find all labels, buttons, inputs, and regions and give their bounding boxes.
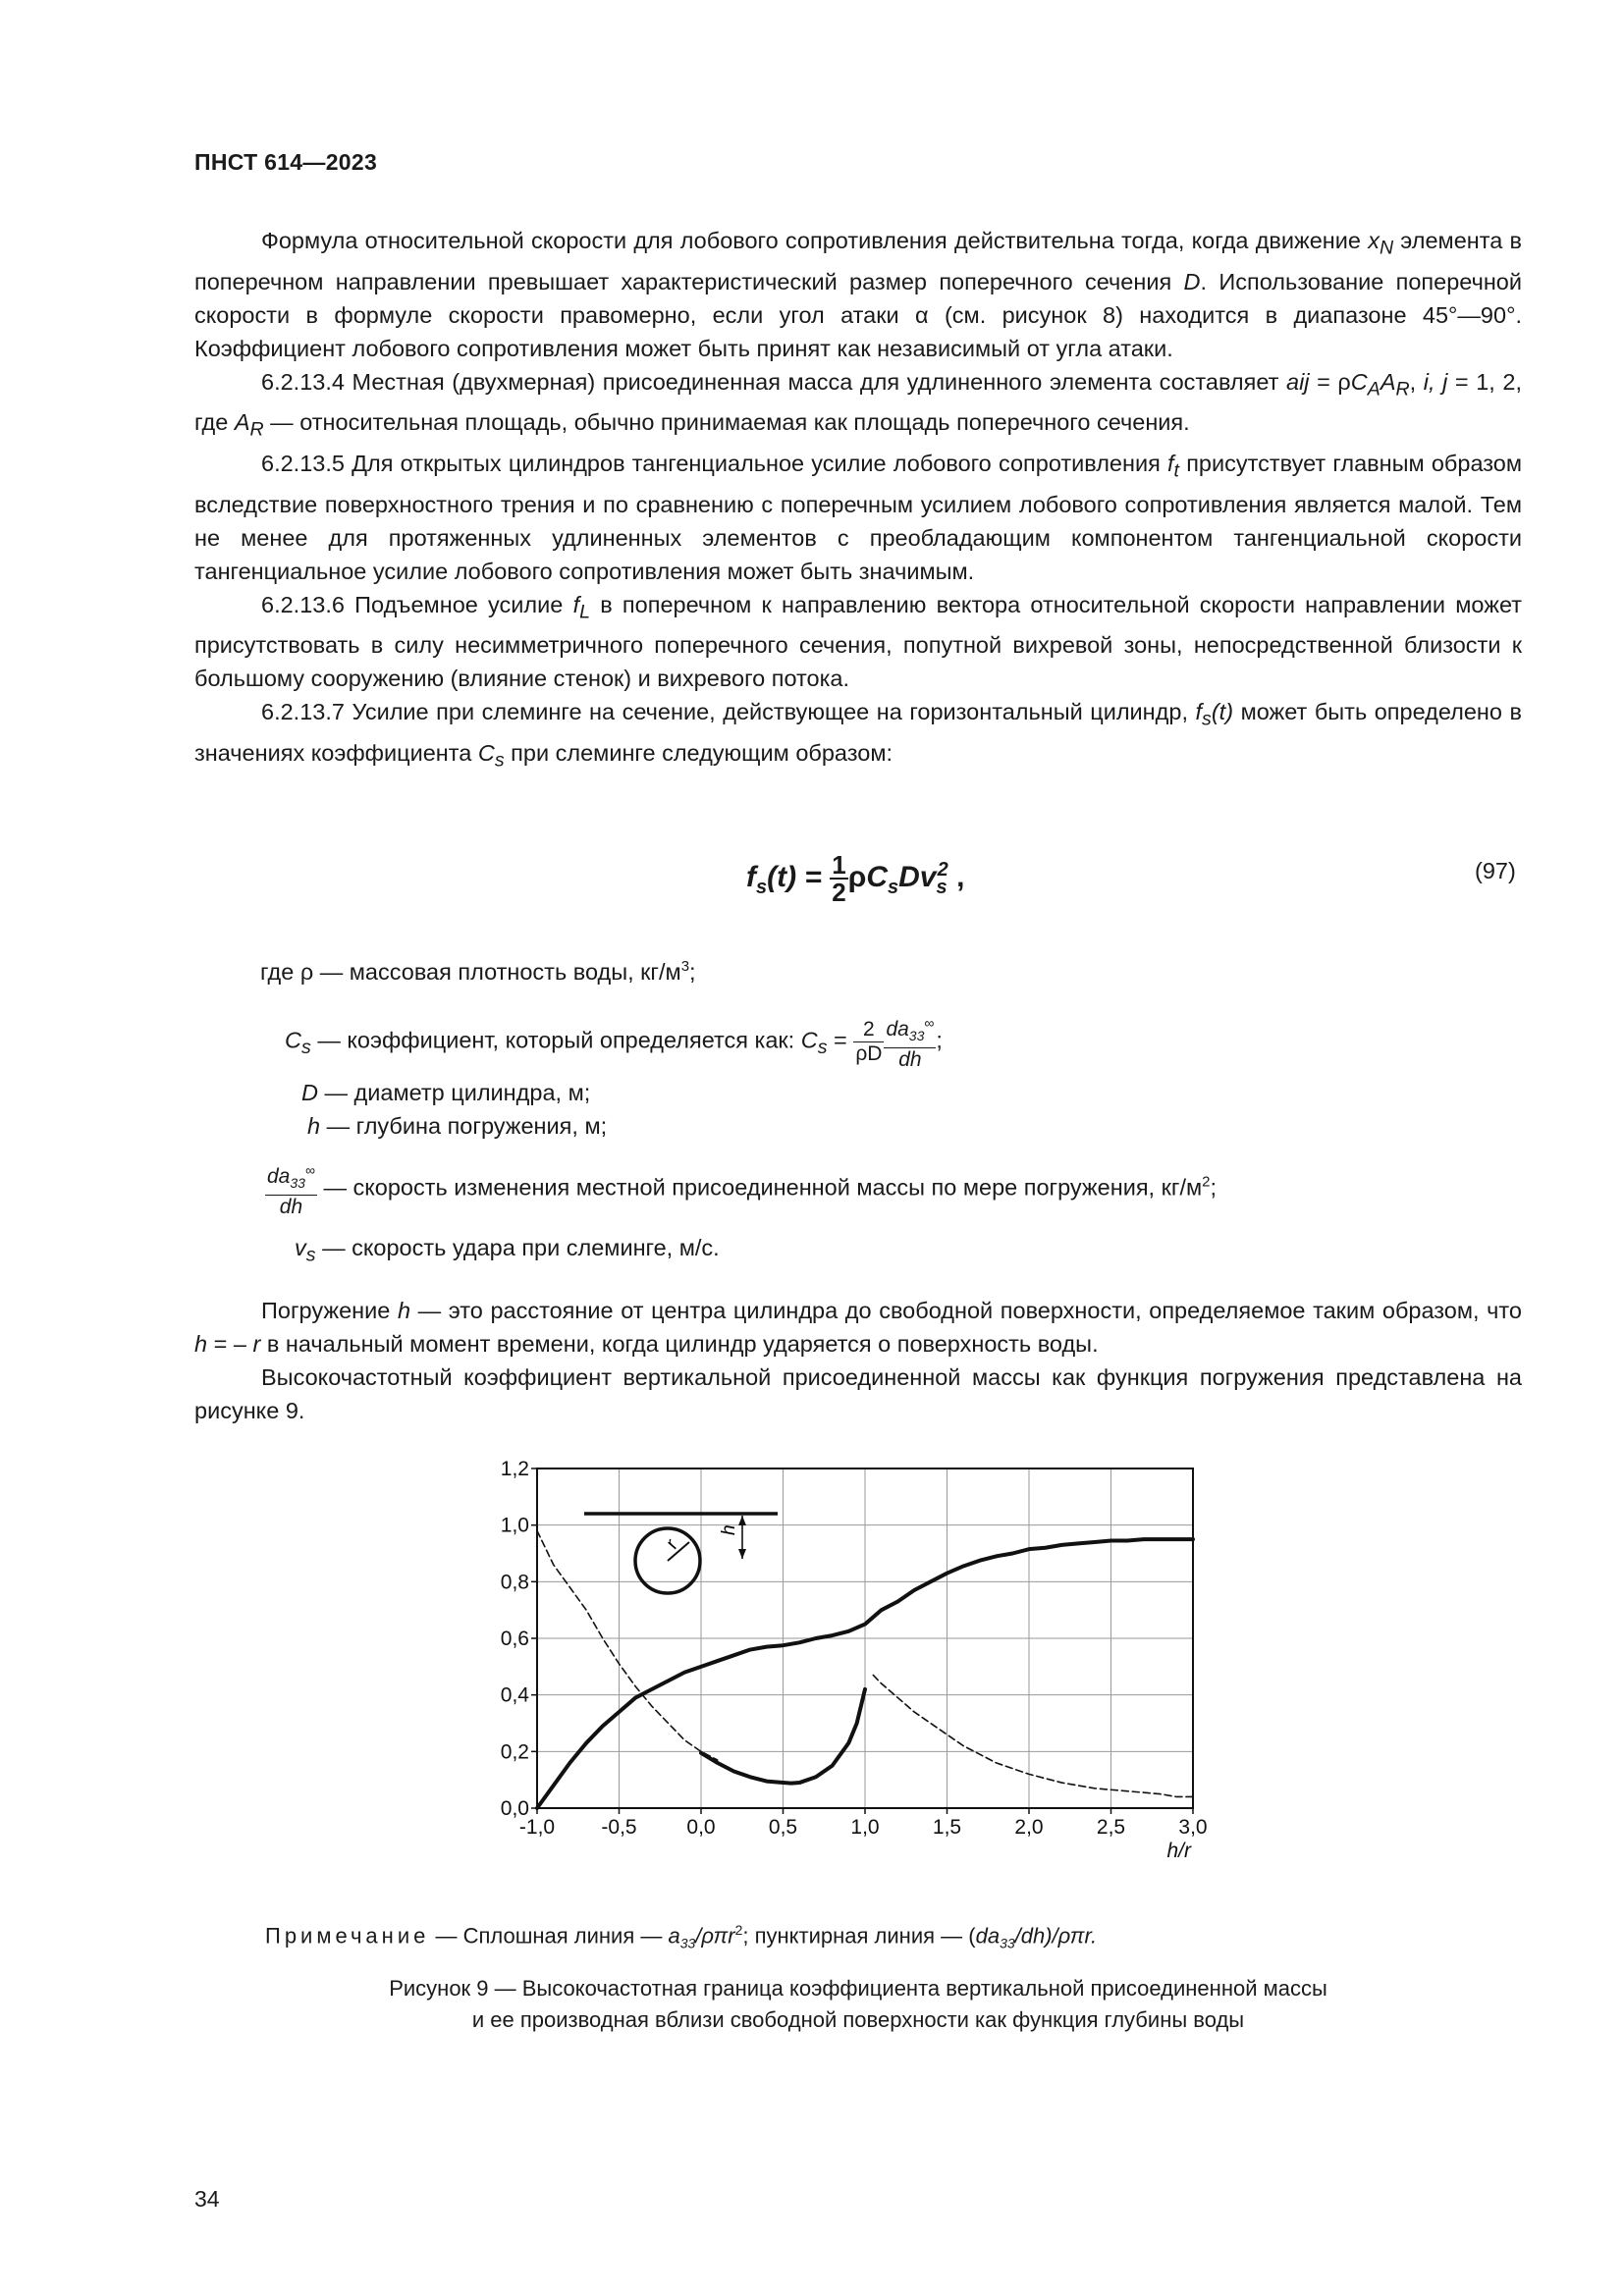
y-tick-label: 1,2 <box>500 1458 529 1480</box>
x-tick-label: 1,0 <box>850 1816 880 1839</box>
cs-fraction-1: $\frac{2}{\rho D}$ <box>855 1017 883 1065</box>
where-vs: $v_s$ — скорость удара при слеминге, м/с. <box>295 1235 720 1266</box>
da33-fraction: $\frac{da_{33}^\infty}{dh}$ <box>265 1158 317 1219</box>
paragraph-6-2-13-6: 6.2.13.6 Подъемное усилие $f_L$ в поперечном к направлению вектора относительной скорости направлении может присутствовать в силу несимметричного поперечного сечения, попутной вихревой зоны, непосредственной близости к большому сооружению (влияние стенок) и вихревого потока. <box>194 591 1522 692</box>
figure-note: Примечание — Сплошная линия — $a_{33}/\rho\pi r^2$; пунктирная линия — $(da_{33}/dh)$/ρπr. <box>265 1922 1098 1951</box>
y-tick-label: 0,4 <box>500 1683 529 1707</box>
formula-fraction: $\frac{1}{2}$ <box>832 850 846 907</box>
dashed-curve-3 <box>537 1530 718 1760</box>
y-tick-label: 0,8 <box>500 1571 529 1594</box>
paragraph-figure-ref: Высокочастотный коэффициент вертикальной присоединенной массы как функция погружения представлена на рисунке 9. <box>194 1364 1522 1423</box>
equation-number: (97) <box>1475 858 1516 883</box>
x-axis-label: h/r <box>1166 1840 1191 1862</box>
inset-r-label: r <box>661 1536 683 1553</box>
paragraph-6-2-13-4: 6.2.13.4 Местная (двухмерная) присоединенная масса для удлиненного элемента составляет aij = $\rho C_AA_R$, i, j = 1, 2, где $A_R$ — относительная площадь, обычно принимаемая как площадь поперечного сечения. <box>194 368 1523 442</box>
x-tick-label: 0,0 <box>686 1816 716 1839</box>
text-block-2 <box>194 1294 1522 1427</box>
x-tick-label: -1,0 <box>518 1816 556 1839</box>
x-tick-label: 3,0 <box>1178 1816 1208 1839</box>
figure-caption-line-1: Рисунок 9 — Высокочастотная граница коэффициента вертикальной присоединенной массы <box>389 1976 1327 2001</box>
y-tick-label: 0,6 <box>500 1628 529 1650</box>
paragraph-6-2-13-7: 6.2.13.7 Усилие при слеминге на сечение, действующее на горизонтальный цилиндр, $f_s(t)$ может быть определено в значениях коэффициента $C_s$ при слеминге следующим образом: <box>194 699 1522 772</box>
paragraph-1: Формула относительной скорости для лобового сопротивления действительна тогда, когда движение $x_N$ элемента в поперечном направлении превышает характеристический размер поперечного сечения D. Использование поперечной скорости в формуле скорости правомерно, если угол атаки α (см. рисунок 8) находится в диапазоне 45°—90°. Коэффициент лобового сопротивления может быть принят как независимый от угла атаки. <box>194 228 1523 361</box>
chart-tick-labels <box>501 1458 1208 1862</box>
figure-caption-line-2: и ее производная вблизи свободной поверхности как функция глубины воды <box>471 2007 1245 2032</box>
inset-arrow-head-down <box>738 1549 746 1559</box>
cs-fraction-2: $\frac{da_{33}^\infty}{dh}$ <box>884 1011 936 1072</box>
where-rho: где ρ — массовая плотность воды, $кг/м^3$; <box>260 958 696 985</box>
where-cs: $C_s$ — коэффициент, который определяется как: $C_s$ = $\frac{2}{\rho D}$ $\frac{da_{33}^\infty}{dh}$ ; <box>285 1011 1365 1072</box>
chart-axes <box>531 1468 1193 1814</box>
y-tick-label: 0,0 <box>500 1797 529 1820</box>
dashed-curve-4 <box>873 1675 1193 1796</box>
text-block-1 <box>194 224 1522 777</box>
formula-97: $f_s(t)$ = $\frac{1}{2}$ $\rho C_sDv_s^2$ , <box>746 850 965 907</box>
where-h: h — глубина погружения, м; <box>307 1113 608 1139</box>
inset-arrow-head-up <box>738 1516 746 1525</box>
x-tick-label: 1,5 <box>932 1816 962 1839</box>
where-da33: $\frac{da_{33}^\infty}{dh}$ — скорость изменения местной присоединенной массы по мере погружения, $кг/м^2$; <box>265 1158 1443 1219</box>
y-tick-label: 0,2 <box>500 1740 529 1764</box>
inset-h-label: h <box>719 1524 739 1535</box>
y-tick-label: 1,0 <box>500 1514 529 1537</box>
added-mass-chart <box>471 1453 1218 1885</box>
where-d: D — диаметр цилиндра, м; <box>301 1080 591 1105</box>
document-header: ПНСТ 614—2023 <box>194 149 378 175</box>
x-tick-label: 2,0 <box>1014 1816 1044 1839</box>
chart-grid <box>537 1468 1193 1808</box>
paragraph-immersion: Погружение h — это расстояние от центра цилиндра до свободной поверхности, определяемое таким образом, что h = – r в начальный момент времени, когда цилиндр ударяется о поверхность воды. <box>194 1298 1522 1357</box>
x-tick-label: -0,5 <box>601 1816 637 1839</box>
x-tick-label: 0,5 <box>768 1816 798 1839</box>
x-tick-label: 2,5 <box>1096 1816 1126 1839</box>
page-number: 34 <box>194 2186 220 2212</box>
paragraph-6-2-13-5: 6.2.13.5 Для открытых цилиндров тангенциальное усилие лобового сопротивления $f_t$ присутствует главным образом вследствие поверхностного трения и по сравнению с поперечным усилием лобового сопротивления является малой. Тем не менее для протяженных удлиненных элементов с преобладающим компонентом тангенциальной скорости тангенциальное усилие лобового сопротивления может быть значимым. <box>194 451 1522 584</box>
